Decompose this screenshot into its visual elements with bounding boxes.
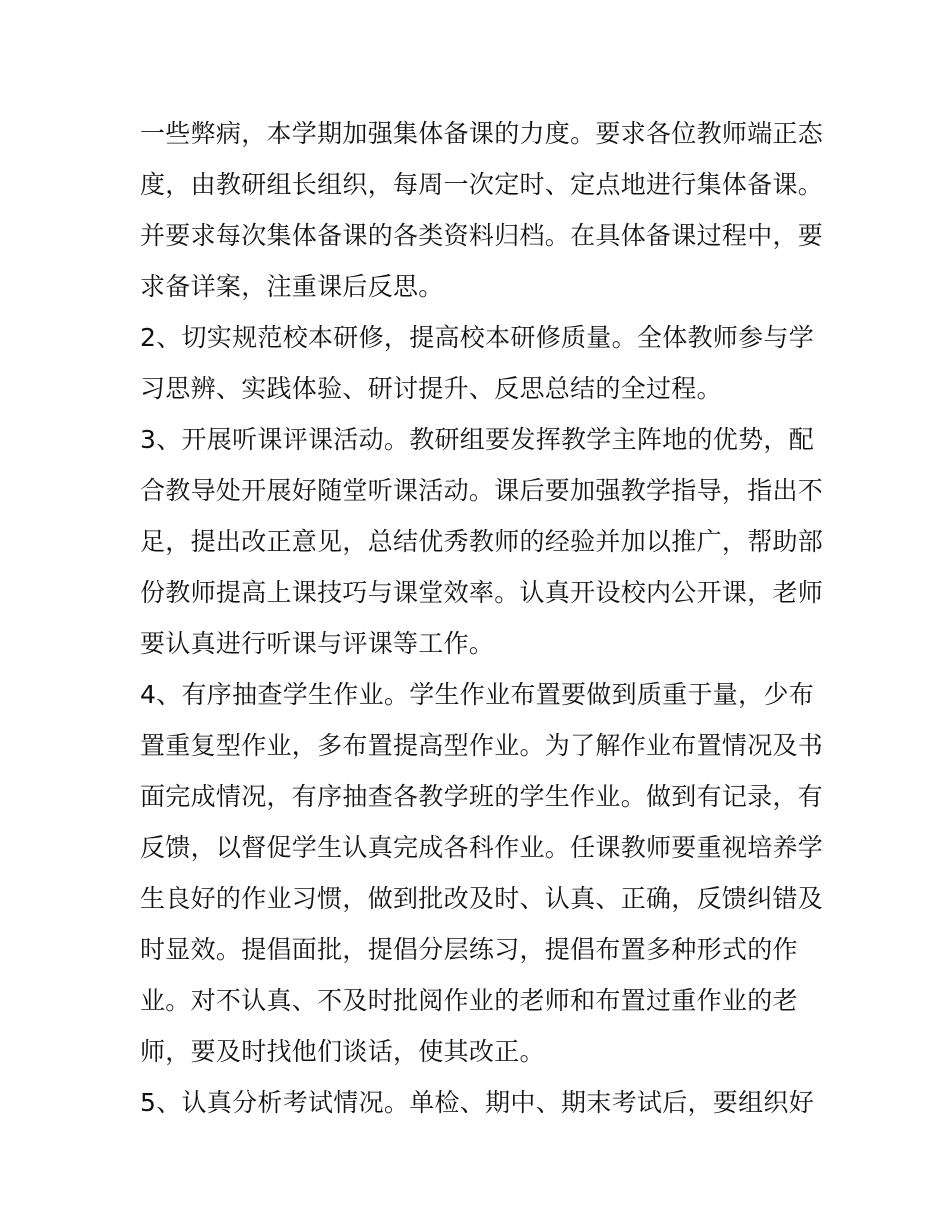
text-line: 并要求每次集体备课的各类资料归档。在具体备课过程中，要: [140, 221, 824, 250]
text-line: 合教导处开展好随堂听课活动。课后要加强教学指导，指出不: [140, 476, 824, 505]
text-line: 4、有序抽查学生作业。学生作业布置要做到质重于量，少布: [140, 680, 815, 709]
text-line: 业。对不认真、不及时批阅作业的老师和布置过重作业的老: [140, 986, 798, 1015]
text-line: 生良好的作业习惯，做到批改及时、认真、正确，反馈纠错及: [140, 884, 824, 913]
document-body: [140, 108, 824, 1128]
text-line: 反馈，以督促学生认真完成各科作业。任课教师要重视培养学: [140, 833, 824, 862]
text-line: 3、开展听课评课活动。教研组要发挥教学主阵地的优势，配: [140, 425, 815, 454]
text-line: 份教师提高上课技巧与课堂效率。认真开设校内公开课，老师: [140, 578, 824, 607]
text-line: 要认真进行听课与评课等工作。: [140, 629, 495, 658]
text-line: 5、认真分析考试情况。单检、期中、期末考试后，要组织好: [140, 1088, 815, 1117]
text-line: 2、切实规范校本研修，提高校本研修质量。全体教师参与学: [140, 323, 815, 352]
text-line: 一些弊病，本学期加强集体备课的力度。要求各位教师端正态: [140, 119, 824, 148]
text-line: 足，提出改正意见，总结优秀教师的经验并加以推广，帮助部: [140, 527, 824, 556]
text-line: 师，要及时找他们谈话，使其改正。: [140, 1037, 545, 1066]
text-line: 面完成情况，有序抽查各教学班的学生作业。做到有记录，有: [140, 782, 824, 811]
text-line: 度，由教研组长组织，每周一次定时、定点地进行集体备课。: [140, 170, 824, 199]
text-line: 时显效。提倡面批，提倡分层练习，提倡布置多种形式的作: [140, 935, 798, 964]
text-line: 求备详案，注重课后反思。: [140, 272, 444, 301]
text-line: 置重复型作业，多布置提高型作业。为了解作业布置情况及书: [140, 731, 824, 760]
text-line: 习思辨、实践体验、研讨提升、反思总结的全过程。: [140, 374, 722, 403]
